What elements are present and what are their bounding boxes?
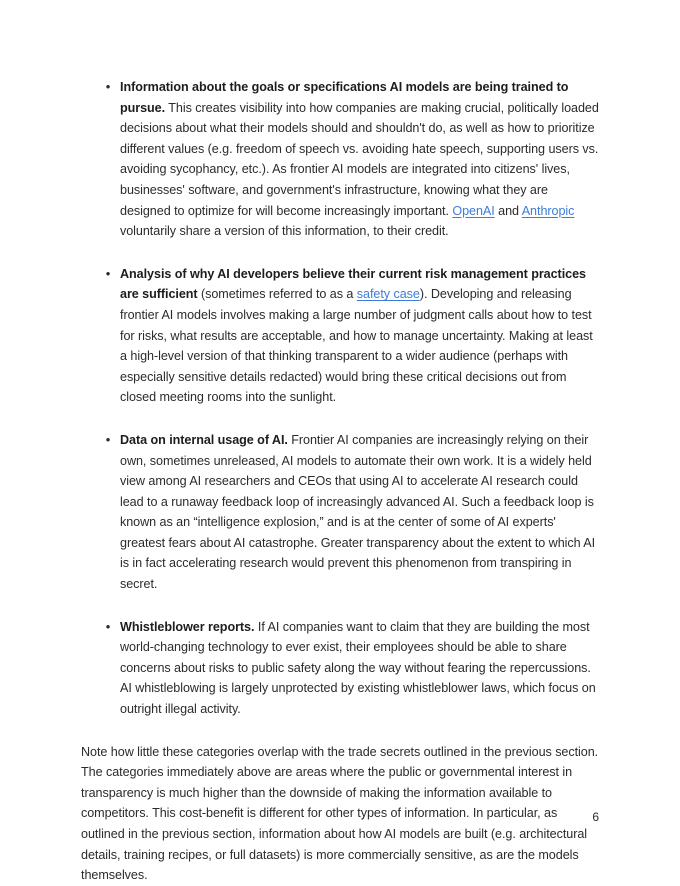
list-item-body-end: ). Developing and releasing frontier AI models involves making a large number of judgment calls about how to test for risks, what results are acceptable, and how to manage uncertainty. Making at least a high-level version of that thinking transparent to a wider audience (perhaps with especially sensitive details redacted) would bring these critical decisions out from closed meeting rooms into the sunlight. (120, 287, 593, 405)
list-item-lead: Whistleblower reports. (120, 619, 255, 634)
list-item (81, 430, 599, 595)
link-safety-case[interactable]: safety case (356, 287, 420, 302)
page-content (81, 77, 599, 886)
closing-paragraph: Note how little these categories overlap with the trade secrets outlined in the previous section. The categories immediately above are areas where the public or governmental interest in transparency is much higher than the downside of making the information available to competitors. This cost-benefit is different for other types of information. In particular, as outlined in the previous section, information about how AI models are built (e.g. architectural details, training recipes, or full datasets) is more commercially sensitive, as are the models themselves. (81, 744, 599, 883)
bullet-point-icon: • (105, 79, 111, 94)
list-item-body: This creates visibility into how companies are making crucial, politically loaded decisions about what their models should and shouldn't do, as well as how to prioritize different values (e.g. freedom of speech vs. avoiding hate speech, supporting users vs. avoiding sycophancy, etc.). As frontier AI models are integrated into citizens' lives, businesses' software, and government's infrastructure, knowing what they are designed to optimize for will become increasingly important. (120, 100, 599, 218)
list-item (81, 264, 599, 408)
transparency-categories-list (81, 77, 599, 720)
list-item-lead: Analysis of why AI developers believe their current risk management practices are sufficient (120, 266, 586, 302)
bullet-point-icon: • (105, 431, 111, 447)
list-item (81, 77, 599, 242)
link-openai[interactable]: OpenAI (452, 203, 495, 218)
list-item-lead: Data on internal usage of AI. (120, 432, 288, 447)
page-number: 6 (592, 810, 599, 824)
list-item-body-end: voluntarily share a version of this information, to their credit. (120, 224, 449, 239)
list-item-body-cont: and (494, 203, 522, 218)
link-anthropic[interactable]: Anthropic (521, 203, 575, 218)
list-item-lead: Information about the goals or specifications AI models are being trained to pursue. (120, 80, 569, 115)
bullet-point-icon: • (105, 265, 111, 281)
list-item-body: Frontier AI companies are increasingly relying on their own, sometimes unreleased, AI models to automate their own work. It is a widely held view among AI researchers and CEOs that using AI to accelerate AI research could lead to a runaway feedback loop of increasingly advanced AI. Such a feedback loop is known as an “intelligence explosion,” and is at the center of some of AI experts' greatest fears about AI catastrophe. Greater transparency about the extent to which AI is in fact accelerating research would prevent this phenomenon from transpiring in secret. (120, 432, 596, 592)
list-item-body: (sometimes referred to as a (197, 287, 357, 302)
list-item-body: If AI companies want to claim that they are building the most world-changing technology to ever exist, their employees should be able to share concerns about risks to public safety along the way without fearing the repercussions. AI whistleblowing is largely unprotected by existing whistleblower laws, which focus on outright illegal activity. (120, 619, 596, 717)
bullet-point-icon: • (105, 618, 111, 634)
list-item (81, 617, 599, 720)
